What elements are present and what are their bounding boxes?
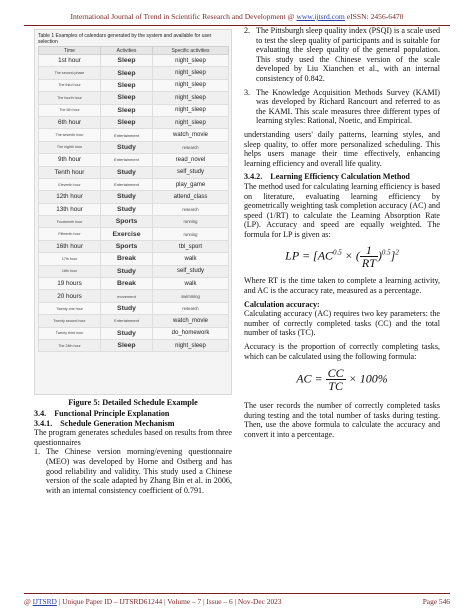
section-3-4-1-heading: 3.4.1. Schedule Generation Mechanism (34, 418, 175, 428)
time-cell: 19 hours (39, 278, 101, 290)
lp-formula-lhs: LP = [AC (285, 248, 334, 263)
list-item-2-number: 2. (244, 26, 251, 35)
specific-activity-cell: night_sleep (153, 116, 229, 128)
list-item-3-number: 3. (244, 87, 251, 97)
table-row (39, 203, 229, 215)
journal-name: International Journal of Trend in Scientific Research and Development @ (70, 12, 297, 21)
time-cell: Tenth hour (39, 166, 101, 178)
activity-cell: Entertainment (101, 315, 153, 327)
time-cell: 13th hour (39, 203, 101, 215)
activity-cell: Study (101, 265, 153, 277)
column-header-activities: Activities (101, 47, 153, 55)
calculation-accuracy-heading: Calculation accuracy: (244, 299, 320, 309)
activity-cell: Study (101, 191, 153, 203)
time-cell: The seventh hour (39, 129, 101, 141)
footer-at: @ (24, 597, 33, 606)
time-cell: Twenty one hour (39, 302, 101, 314)
specific-activity-cell: do_homework (153, 327, 229, 339)
activity-cell: Study (101, 302, 153, 314)
footer-left (24, 597, 282, 606)
time-cell: The 5th hour (39, 104, 101, 116)
time-cell: 1st hour (39, 55, 101, 67)
time-cell: The fourth hour (39, 92, 101, 104)
activity-cell: Sports (101, 216, 153, 228)
specific-activity-cell: night_sleep (153, 104, 229, 116)
lp-formula-exp3: 2 (395, 248, 399, 257)
specific-activity-cell: walk (153, 278, 229, 290)
schedule-figure (34, 29, 232, 395)
time-cell: 12th hour (39, 191, 101, 203)
rt-explanation-paragraph: Where RT is the time taken to complete a learning activity, and AC is the accuracy rate, measured as a percentage. (244, 276, 440, 296)
specific-activity-cell: walk (153, 253, 229, 265)
table-row (39, 302, 229, 314)
table-row (39, 339, 229, 351)
table-row (39, 315, 229, 327)
specific-activity-cell: watch_movie (153, 129, 229, 141)
activity-cell: Sleep (101, 79, 153, 91)
specific-activity-cell: tbl_sport (153, 240, 229, 252)
time-cell: The eighth hour (39, 141, 101, 153)
table-row (39, 178, 229, 190)
activity-cell: Sleep (101, 104, 153, 116)
activity-cell: Sports (101, 240, 153, 252)
specific-activity-cell: play_game (153, 178, 229, 190)
time-cell: Twenty third hour (39, 327, 101, 339)
table-row (39, 154, 229, 166)
specific-activity-cell: watch_movie (153, 315, 229, 327)
time-cell: The second phase (39, 67, 101, 79)
time-cell: Fifteenth hour (39, 228, 101, 240)
time-cell: 18th hour (39, 265, 101, 277)
table-row (39, 228, 229, 240)
activity-cell: Study (101, 141, 153, 153)
activity-cell: Exercise (101, 228, 153, 240)
ac-formula-lhs: AC = (296, 371, 326, 386)
activity-cell: Study (101, 166, 153, 178)
lp-formula (244, 244, 440, 270)
issn: eISSN: 2456-6470 (344, 12, 404, 21)
accuracy-proportion-paragraph: Accuracy is the proportion of correctly completing tasks, which can be calculated using the following formula: (244, 342, 440, 361)
footer-rule (24, 593, 450, 594)
running-header (0, 12, 474, 21)
lp-formula-exp1: 0.5 (333, 248, 342, 257)
ac-formula-fraction (326, 367, 346, 392)
activity-cell: movement (101, 290, 153, 302)
section-3-4-heading: 3.4. Functional Principle Explanation (34, 409, 170, 418)
lp-formula-denominator: RT (361, 256, 376, 271)
table-row (39, 290, 229, 302)
table-row (39, 278, 229, 290)
activity-cell: Sleep (101, 339, 153, 351)
list-item-1-text: The Chinese version morning/evening questionnaire (MEO) was developed by Horne and Ostberg and has good reliability and validity. This study used a Chinese version of the scale adapted by Zhang Bin et al. in 2006, with an internal consistency coefficient of 0.791. (46, 447, 232, 495)
time-cell: Twenty second hour (39, 315, 101, 327)
column-header-specific-activities: Specific activities (153, 47, 229, 55)
journal-site-link[interactable]: www.ijtsrd.com (296, 12, 345, 21)
table-row (39, 116, 229, 128)
activity-cell: Study (101, 327, 153, 339)
schedule-table-body (39, 55, 229, 352)
learning-efficiency-paragraph: The method used for calculating learning efficiency is based on literature, evaluating learning efficiency by geometrically weighting task completion accuracy (AC) and speed (1/RT) to calculate the Learning Absorption Rate (LP). Accuracy and speed are equally weighted. The formula for LP is given as: (244, 181, 440, 239)
list-item-1 (34, 447, 232, 495)
time-cell: 6th hour (39, 116, 101, 128)
specific-activity-cell: research (153, 141, 229, 153)
column-header-time: Time (39, 47, 101, 55)
specific-activity-cell: running (153, 216, 229, 228)
activity-cell: Entertainment (101, 178, 153, 190)
specific-activity-cell: research (153, 302, 229, 314)
time-cell: 9th hour (39, 154, 101, 166)
accuracy-recording-paragraph: The user records the number of correctly completed tasks during testing and the total number of tasks during testing. Then, use the above formula to calculate the accuracy and convert it into a percentage. (244, 401, 440, 439)
activity-cell: Sleep (101, 55, 153, 67)
specific-activity-cell: swimming (153, 290, 229, 302)
activity-cell: Entertainment (101, 129, 153, 141)
time-cell: 16th hour (39, 240, 101, 252)
specific-activity-cell: self_study (153, 166, 229, 178)
table-row (39, 129, 229, 141)
schedule-intro-paragraph: The program generates schedules based on results from three questionnaires (34, 428, 232, 447)
specific-activity-cell: attend_class (153, 191, 229, 203)
table-row (39, 67, 229, 79)
ac-formula (244, 367, 440, 393)
lp-formula-times: × ( (341, 248, 360, 263)
table-caption: Table 1 Examples of calendars generated by the system and available for user selection (38, 33, 212, 45)
page-number: Page 546 (422, 597, 450, 606)
time-cell: Eleventh hour (39, 178, 101, 190)
section-3-4-2-heading: 3.4.2. Learning Efficiency Calculation Method (244, 172, 410, 182)
list-item-3 (244, 88, 440, 126)
list-item-1-number: 1. (34, 447, 41, 457)
activity-cell: Sleep (101, 92, 153, 104)
ac-formula-numerator: CC (327, 366, 344, 381)
table-row (39, 216, 229, 228)
specific-activity-cell: night_sleep (153, 92, 229, 104)
right-column-text (244, 26, 440, 440)
list-item-2-text: The Pittsburgh sleep quality index (PSQI) is a scale used to test the sleep quality of participants and is suitable for evaluating the sleep quality of the general population. This study used the Chinese version of the scale developed by Liu Xianchen et al., with an internal consistency of 0.842. (256, 26, 440, 83)
table-row (39, 253, 229, 265)
specific-activity-cell: night_sleep (153, 55, 229, 67)
time-cell: The third hour (39, 79, 101, 91)
table-row (39, 191, 229, 203)
table-row (39, 92, 229, 104)
table-row (39, 166, 229, 178)
time-cell: Fourteenth hour (39, 216, 101, 228)
table-header-row (39, 47, 229, 55)
table-row (39, 55, 229, 67)
time-cell: 17th hour (39, 253, 101, 265)
ac-formula-rhs: × 100% (345, 371, 388, 386)
specific-activity-cell: research (153, 203, 229, 215)
specific-activity-cell: read_novel (153, 154, 229, 166)
specific-activity-cell: night_sleep (153, 79, 229, 91)
activity-cell: Sleep (101, 116, 153, 128)
specific-activity-cell: self_study (153, 265, 229, 277)
patterns-paragraph: understanding users' daily patterns, learning styles, and sleep quality, to offer more personalized scheduling. This helps users manage their time effectively, enhancing learning efficiency and overall life quality. (244, 129, 440, 168)
specific-activity-cell: running (153, 228, 229, 240)
lp-formula-numerator: 1 (360, 244, 378, 257)
activity-cell: Break (101, 278, 153, 290)
ac-formula-denominator: TC (328, 379, 343, 394)
footer-paper-info: | Unique Paper ID – IJTSRD61244 | Volume – 7 | Issue – 6 | Nov-Dec 2023 (56, 597, 282, 606)
specific-activity-cell: night_sleep (153, 339, 229, 351)
time-cell: 20 hours (39, 290, 101, 302)
table-row (39, 240, 229, 252)
list-item-3-text: The Knowledge Acquisition Methods Survey (KAMI) was developed by Richard Rancourt and referred to as the KAMI. This scale measures three different types of learning styles: Rational, Noetic, and Empirical. (256, 87, 440, 126)
table-row (39, 265, 229, 277)
activity-cell: Study (101, 203, 153, 215)
activity-cell: Break (101, 253, 153, 265)
lp-formula-fraction (360, 244, 378, 269)
footer-site-link[interactable]: IJTSRD (32, 597, 57, 606)
figure-label: Figure 5: Detailed Schedule Example (68, 398, 198, 407)
lp-formula-close-bracket: ] (390, 248, 396, 263)
activity-cell: Entertainment (101, 154, 153, 166)
left-column-text (34, 409, 232, 495)
lp-formula-close-paren: ) (377, 248, 382, 263)
table-row (39, 104, 229, 116)
table-row (39, 79, 229, 91)
activity-cell: Sleep (101, 67, 153, 79)
list-item-2 (244, 26, 440, 84)
lp-formula-exp2: 0.5 (381, 248, 391, 257)
specific-activity-cell: night_sleep (153, 67, 229, 79)
schedule-table (38, 46, 229, 352)
table-row (39, 141, 229, 153)
table-row (39, 327, 229, 339)
time-cell: The 24th hour (39, 339, 101, 351)
accuracy-parameters-paragraph: Calculating accuracy (AC) requires two key parameters: the number of correctly completed tasks (CC) and the total number of tasks (TC). (244, 309, 440, 338)
